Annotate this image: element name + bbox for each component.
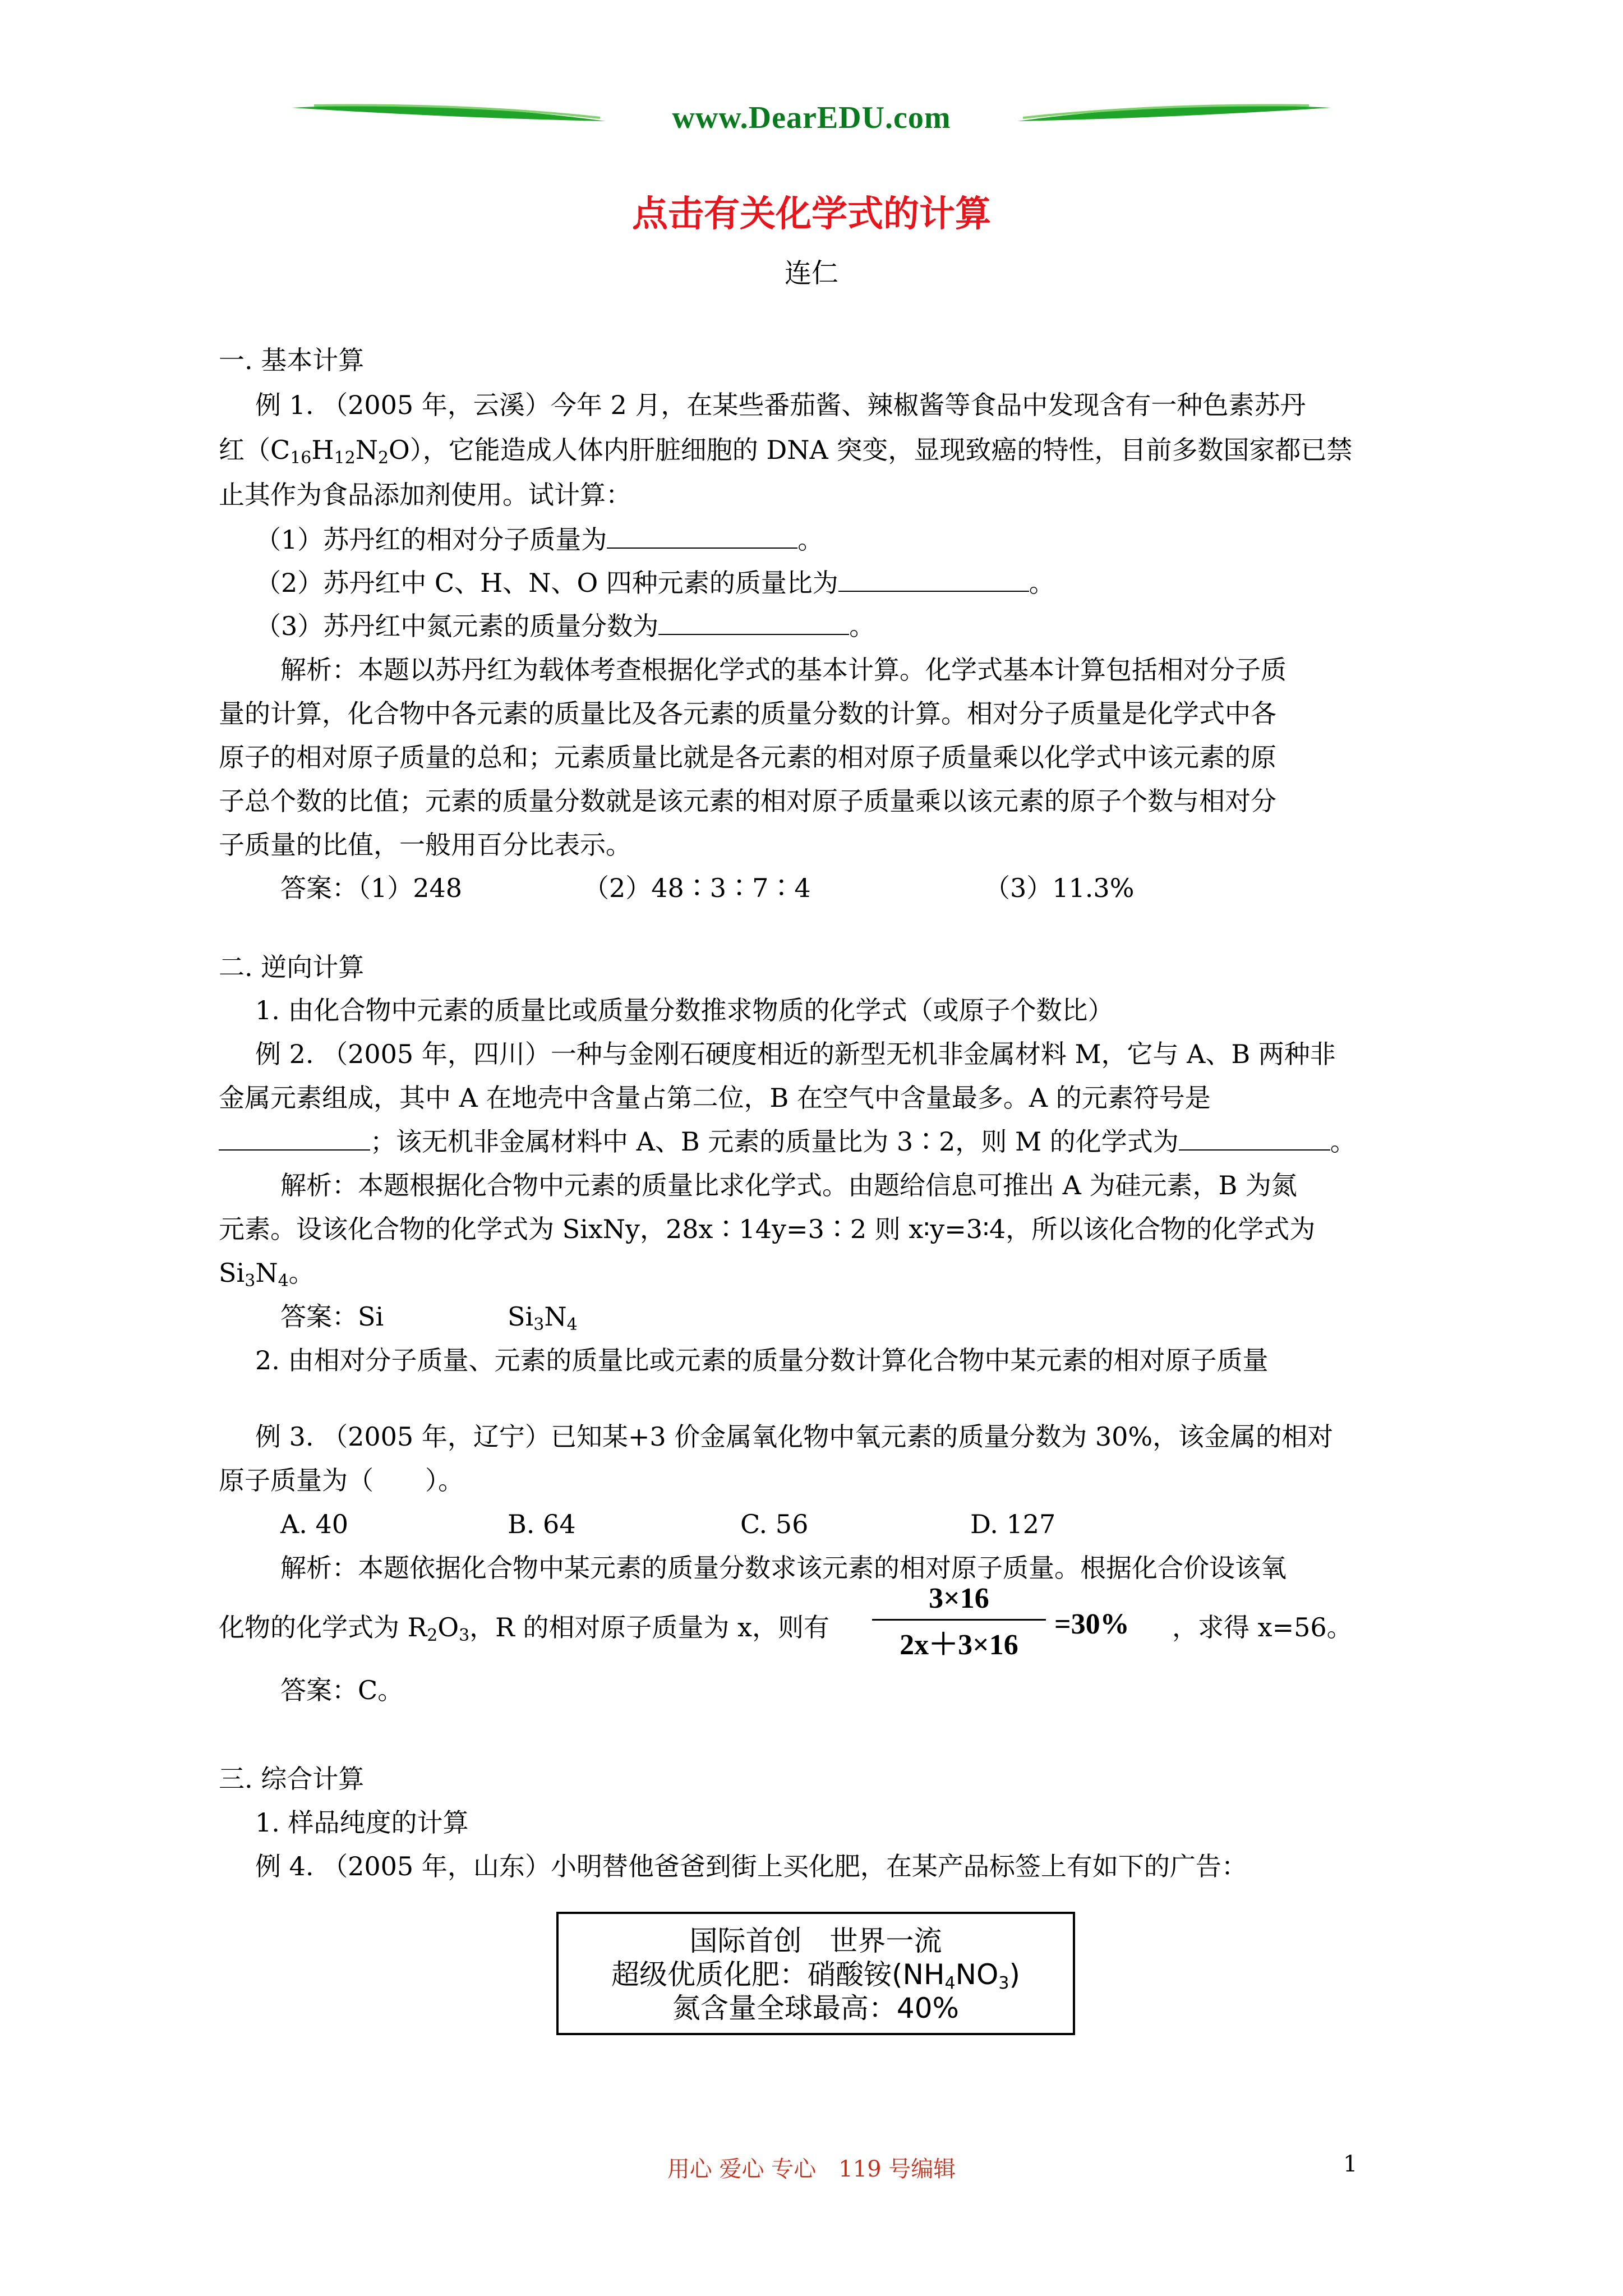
paragraph-line: 解析：本题依据化合物中某元素的质量分数求该元素的相对原子质量。根据化合价设该氧 <box>280 1553 1287 1583</box>
paragraph-line: 例 4. （2005 年，山东）小明替他爸爸到街上买化肥，在某产品标签上有如下的广告： <box>255 1851 1247 1881</box>
answer-line: 答案：Si <box>280 1301 384 1332</box>
fraction-numerator: 3×16 <box>929 1582 989 1614</box>
paragraph-line: 解析：本题以苏丹红为载体考查根据化学式的基本计算。化学式基本计算包括相对分子质 <box>280 655 1287 685</box>
product-label-box <box>556 1912 1075 2035</box>
paragraph-line: 解析：本题根据化合物中元素的质量比求化学式。由题给信息可推出 A 为硅元素，B 为氮 <box>280 1170 1297 1200</box>
ad-line: 国际首创 世界一流 <box>689 1925 942 1957</box>
answer-line: 答案：C。 <box>280 1675 404 1705</box>
answer-line: 答案：（1）248 <box>280 873 463 903</box>
site-url-logo: www.DearEDU.com <box>672 100 951 135</box>
paragraph-line: 子质量的比值，一般用百分比表示。 <box>219 830 631 860</box>
ad-line: 氮含量全球最高：40% <box>672 1992 960 2024</box>
section-heading: 一. 基本计算 <box>219 345 365 375</box>
section-heading: 二. 逆向计算 <box>219 952 365 982</box>
option-d: D. 127 <box>970 1509 1056 1539</box>
answer-blank <box>1179 1127 1330 1151</box>
paragraph-line: 原子的相对原子质量的总和；元素质量比就是各元素的相对原子质量乘以化学式中该元素的原 <box>219 742 1276 772</box>
paragraph-line: 元素。设该化合物的化学式为 SixNy，28x∶14y=3∶2 则 x∶y=3∶4，所以该化合物的化学式为 <box>219 1214 1316 1244</box>
answer-blank <box>658 611 849 635</box>
answer-line: （3）11.3% <box>984 873 1135 903</box>
option-b: B. 64 <box>508 1509 576 1539</box>
subheading: 1. 样品纯度的计算 <box>255 1807 469 1838</box>
paragraph-line: 化物的化学式为 $R_2O_3$，R 的相对原子质量为 x，则有 <box>219 1612 829 1645</box>
answer-blank <box>838 568 1029 592</box>
answer-blank <box>219 1127 370 1151</box>
paragraph-line: 止其作为食品添加剂使用。试计算： <box>219 480 631 510</box>
fraction-formula <box>872 1582 1046 1661</box>
paragraph-line: 红$(C_{16}H_{12}N_2O)$，它能造成人体内肝脏细胞的 DNA 突变，显现致癌的特性，目前多数国家都已禁 <box>219 435 1353 468</box>
paragraph-line: 量的计算，化合物中各元素的质量比及各元素的质量分数的计算。相对分子质量是化学式中各 <box>219 698 1276 729</box>
paragraph-line: 子总个数的比值；元素的质量分数就是该元素的相对原子质量乘以该元素的原子个数与相对分 <box>219 786 1276 816</box>
ad-line: 超级优质化肥：硝酸铵$(NH_4NO_3)$ <box>611 1958 1020 1993</box>
subheading: 2. 由相对分子质量、元素的质量比或元素的质量分数计算化合物中某元素的相对原子质量 <box>255 1345 1269 1375</box>
paragraph-line: $Si_3N_4$。 <box>219 1258 315 1291</box>
question-line: （2）苏丹红中 C、H、N、O 四种元素的质量比为 。 <box>255 568 1055 598</box>
paragraph-line: 例 2. （2005 年，四川）一种与金刚石硬度相近的新型无机非金属材料 M，它与 A、B 两种非 <box>255 1039 1336 1069</box>
paragraph-line: 例 1. （2005 年，云溪）今年 2 月，在某些番茄酱、辣椒酱等食品中发现含有一种色素苏丹 <box>255 390 1306 420</box>
answer-line: $Si_3N_4$ <box>508 1301 578 1335</box>
fraction-result: =30% <box>1054 1608 1129 1640</box>
fraction-denominator: 2x＋3×16 <box>900 1629 1018 1661</box>
question-line: （1）苏丹红的相对分子质量为 。 <box>255 524 824 555</box>
paragraph-line: ；该无机非金属材料中 A、B 元素的质量比为 3∶2，则 M 的化学式为 。 <box>219 1126 1413 1157</box>
section-heading: 三. 综合计算 <box>219 1764 365 1794</box>
author: 连仁 <box>784 257 838 289</box>
footer-text: 用心 爱心 专心 119 号编辑 <box>667 2156 956 2182</box>
paragraph-line: 例 3. （2005 年，辽宁）已知某+3 价金属氧化物中氧元素的质量分数为 30%，该金属的相对 <box>255 1421 1334 1452</box>
question-line: （3）苏丹红中氮元素的质量分数为 。 <box>255 611 875 641</box>
option-a: A. 40 <box>280 1509 348 1539</box>
answer-blank <box>607 525 797 549</box>
option-c: C. 56 <box>740 1509 809 1539</box>
page-number: 1 <box>1343 2151 1358 2177</box>
answer-line: （2）48∶3∶7∶4 <box>583 873 811 903</box>
subheading: 1. 由化合物中元素的质量比或质量分数推求物质的化学式（或原子个数比） <box>255 995 1114 1025</box>
page-title: 点击有关化学式的计算 <box>632 193 991 235</box>
paragraph-line: ，求得 x=56。 <box>1172 1612 1353 1642</box>
paragraph-line: 原子质量为（ ）。 <box>219 1465 464 1496</box>
paragraph-line: 金属元素组成，其中 A 在地壳中含量占第二位，B 在空气中含量最多。A 的元素符号是 <box>219 1083 1211 1113</box>
